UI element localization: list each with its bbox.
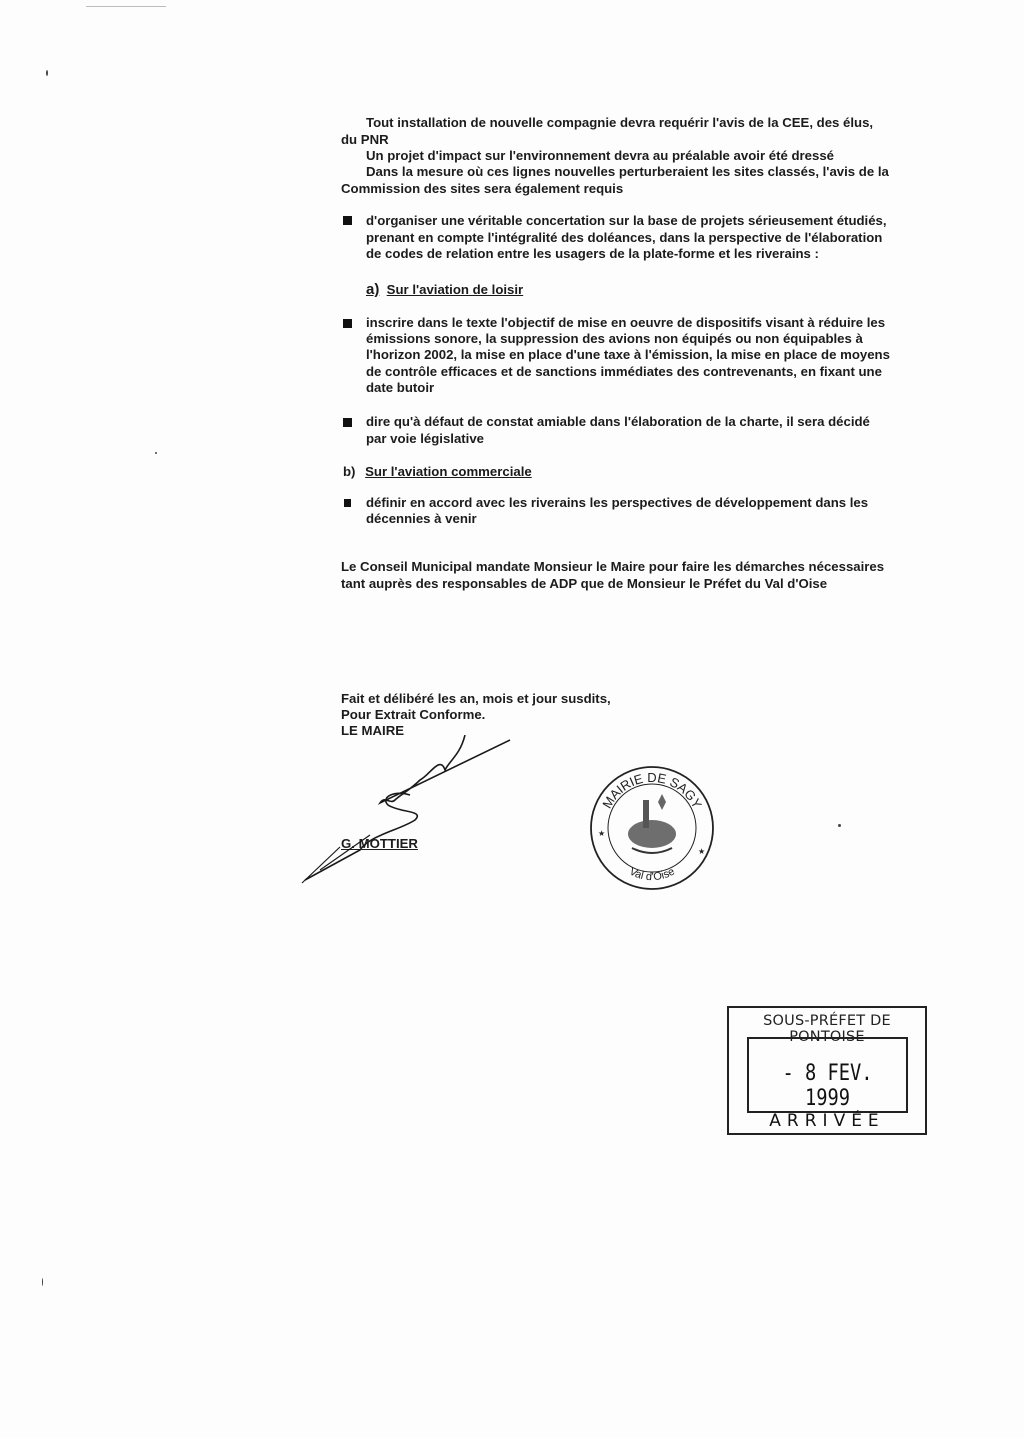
svg-text:★: ★ <box>598 829 606 838</box>
scan-speck <box>838 824 841 827</box>
bullet-line: de codes de relation entre les usagers de la plate-forme et les riverains : <box>366 246 819 261</box>
bullet-line: date butoir <box>366 380 435 395</box>
bullet-line: émissions sonore, la suppression des avions non équipés ou non équipables à <box>366 331 863 346</box>
subheading-a <box>366 281 523 298</box>
scan-speck <box>42 1278 43 1286</box>
subheading-label: b) <box>343 464 356 479</box>
bullet-line: de contrôle efficaces et de sanctions immédiates des contrevenants, en fixant une <box>366 364 882 379</box>
paragraph-line: Dans la mesure où ces lignes nouvelles perturberaient les sites classés, l'avis de la <box>366 164 889 179</box>
bullet-line: dire qu'à défaut de constat amiable dans l'élaboration de la charte, il sera décidé <box>366 414 870 429</box>
bullet-square-icon <box>343 418 352 427</box>
subheading-title: Sur l'aviation de loisir <box>386 282 524 297</box>
scan-speck <box>155 452 157 454</box>
scan-edge-line <box>86 6 166 7</box>
closing-line: Le Conseil Municipal mandate Monsieur le Maire pour faire les démarches nécessaires <box>341 559 885 574</box>
mayor-name: G. MOTTIER <box>341 836 418 851</box>
stamp-footer: ARRIVÉE <box>769 1111 885 1131</box>
arrival-stamp <box>727 1006 927 1135</box>
bullet-line: définir en accord avec les riverains les perspectives de développement dans les <box>366 495 869 510</box>
bullet-line: d'organiser une véritable concertation sur la base de projets sérieusement étudiés, <box>366 213 887 228</box>
bullet-line: prenant en compte l'intégralité des doléances, dans la perspective de l'élaboration <box>366 230 883 245</box>
svg-text:★: ★ <box>698 847 706 856</box>
signature-title: LE MAIRE <box>341 723 405 738</box>
paragraph-line: Tout installation de nouvelle compagnie devra requérir l'avis de la CEE, des élus, <box>366 115 874 130</box>
bullet-line: par voie législative <box>366 431 485 446</box>
signature-line: Fait et délibéré les an, mois et jour susdits, <box>341 691 611 706</box>
bullet-line: inscrire dans le texte l'objectif de mise en oeuvre de dispositifs visant à réduire les <box>366 315 886 330</box>
bullet-square-icon <box>344 499 351 507</box>
stamp-date: - 8 FEV. 1999 <box>782 1061 873 1111</box>
subheading-b <box>343 464 532 479</box>
closing-line: tant auprès des responsables de ADP que de Monsieur le Préfet du Val d'Oise <box>341 576 828 591</box>
subheading-title: Sur l'aviation commerciale <box>365 464 532 479</box>
seal-top-text: MAIRIE DE SAGY <box>599 769 705 811</box>
stamp-date-box <box>747 1037 908 1113</box>
paragraph-line: Un projet d'impact sur l'environnement devra au préalable avoir été dressé <box>366 148 834 163</box>
subheading-label: a) <box>366 281 380 298</box>
bullet-square-icon <box>343 216 352 225</box>
paragraph-line: du PNR <box>341 132 389 147</box>
bullet-square-icon <box>343 319 352 328</box>
signature-line: Pour Extrait Conforme. <box>341 707 486 722</box>
handwritten-signature <box>300 735 515 885</box>
scan-speck <box>46 70 48 76</box>
bullet-line: décennies à venir <box>366 511 477 526</box>
seal-bottom-text: Val d'Oise <box>627 865 677 884</box>
bullet-line: l'horizon 2002, la mise en place d'une taxe à l'émission, la mise en place de moyens <box>366 347 890 362</box>
mairie-seal <box>588 764 716 892</box>
stamp-header: SOUS-PRÉFET DE PONTOISE <box>763 1013 891 1045</box>
paragraph-line: Commission des sites sera également requis <box>341 181 624 196</box>
